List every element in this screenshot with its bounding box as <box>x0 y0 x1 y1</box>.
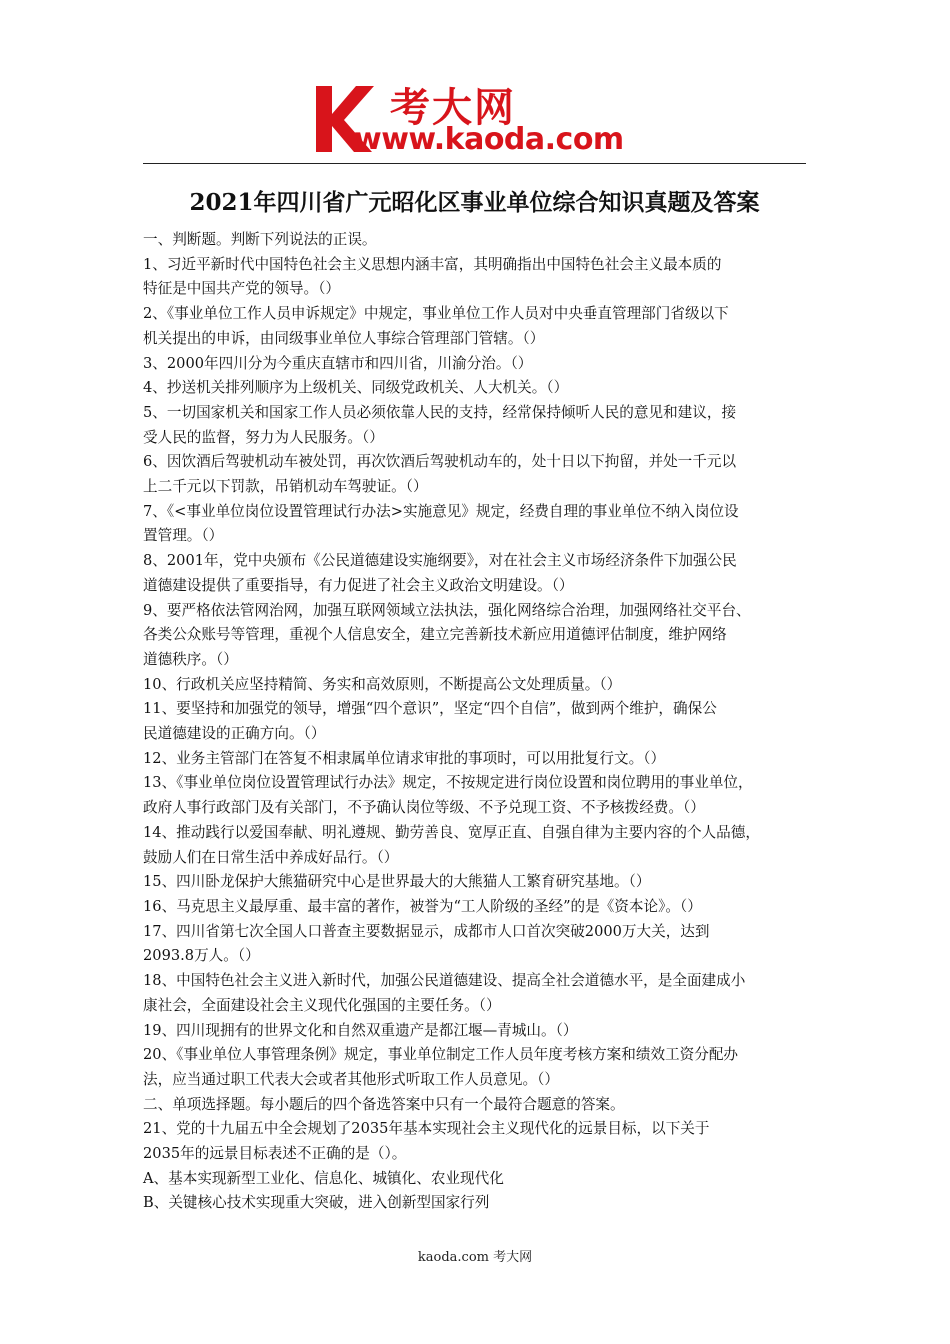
text-line: 7、《<事业单位岗位设置管理试行办法>实施意见》规定，经费自理的事业单位不纳入岗位设 <box>143 502 739 520</box>
text-line: 10、行政机关应坚持精简、务实和高效原则，不断提高公文处理质量。（） <box>143 675 622 693</box>
text-line: 14、推动践行以爱国奉献、明礼遵规、勤劳善良、宽厚正直、自强自律为主要内容的个人品德， <box>143 823 760 841</box>
text-line: 政府人事行政部门及有关部门，不予确认岗位等级、不予兑现工资、不予核拨经费。（） <box>143 799 705 817</box>
logo-url-text: www.kaoda.com <box>354 122 624 157</box>
text-line: 2035年的远景目标表述不正确的是（）。 <box>143 1145 407 1163</box>
text-line: 15、四川卧龙保护大熊猫研究中心是世界最大的大熊猫人工繁育研究基地。（） <box>143 873 651 891</box>
text-line: 康社会，全面建设社会主义现代化强国的主要任务。（） <box>143 996 501 1014</box>
text-line: 2、《事业单位工作人员申诉规定》中规定，事业单位工作人员对中央垂直管理部门省级以下 <box>143 305 729 323</box>
text-line: 18、中国特色社会主义进入新时代，加强公民道德建设、提高全社会道德水平，是全面建成小 <box>143 972 746 990</box>
text-line: 9、要严格依法管网治网，加强互联网领域立法执法，强化网络综合治理，加强网络社交平台、 <box>143 601 751 619</box>
text-line: 特征是中国共产党的领导。（） <box>143 280 341 298</box>
text-line: 16、马克思主义最厚重、最丰富的著作，被誉为“工人阶级的圣经”的是《资本论》。（） <box>143 897 702 915</box>
text-line: 鼓励人们在日常生活中养成好品行。（） <box>143 848 399 866</box>
text-line: 12、业务主管部门在答复不相隶属单位请求审批的事项时，可以用批复行文。（） <box>143 749 666 767</box>
document-body <box>143 228 813 1216</box>
text-line: 8、2001年，党中央颁布《公民道德建设实施纲要》，对在社会主义市场经济条件下加强公民 <box>143 552 737 570</box>
text-line: 上二千元以下罚款，吊销机动车驾驶证。（） <box>143 478 428 496</box>
logo-brand-text: 考大网 <box>390 85 516 131</box>
text-line: 2093.8万人。（） <box>143 947 260 965</box>
text-line: 置管理。（） <box>143 527 224 545</box>
page-title: 2021年四川省广元昭化区事业单位综合知识真题及答案 <box>189 189 760 216</box>
text-line: 1、习近平新时代中国特色社会主义思想内涵丰富，其明确指出中国特色社会主义最本质的 <box>143 255 722 273</box>
text-line: 一、判断题。判断下列说法的正误。 <box>143 231 377 248</box>
text-line: 道德建设提供了重要指导，有力促进了社会主义政治文明建设。（） <box>143 576 574 594</box>
text-line: 17、四川省第七次全国人口普查主要数据显示，成都市人口首次突破2000万大关，达到 <box>143 922 710 940</box>
text-line: 19、四川现拥有的世界文化和自然双重遗产是都江堰—青城山。（） <box>143 1021 578 1039</box>
kaoda-logo[interactable] <box>310 78 650 158</box>
text-line: B、关键核心技术实现重大突破，进入创新型国家行列 <box>143 1194 490 1212</box>
text-line: 3、2000年四川分为今重庆直辖市和四川省，川渝分治。（） <box>143 354 533 372</box>
text-line: 机关提出的申诉，由同级事业单位人事综合管理部门管辖。（） <box>143 329 545 347</box>
text-line: 6、因饮酒后驾驶机动车被处罚，再次饮酒后驾驶机动车的，处十日以下拘留，并处一千元以 <box>143 453 737 471</box>
text-line: 11、要坚持和加强党的领导，增强“四个意识”，坚定“四个自信”，做到两个维护，确保公 <box>143 700 717 718</box>
text-line: 道德秩序。（） <box>143 650 238 668</box>
page-footer: kaoda.com 考大网 <box>417 1250 533 1265</box>
text-line: 5、一切国家机关和国家工作人员必须依靠人民的支持，经常保持倾听人民的意见和建议，接 <box>143 403 737 421</box>
text-line: 4、抄送机关排列顺序为上级机关、同级党政机关、人大机关。（） <box>143 379 569 397</box>
text-line: 法，应当通过职工代表大会或者其他形式听取工作人员意见。（） <box>143 1070 559 1088</box>
header-divider <box>143 163 806 164</box>
text-line: 13、《事业单位岗位设置管理试行办法》规定，不按规定进行岗位设置和岗位聘用的事业单位， <box>143 774 753 792</box>
text-line: A、基本实现新型工业化、信息化、城镇化、农业现代化 <box>143 1169 504 1187</box>
text-line: 各类公众账号等管理，重视个人信息安全，建立完善新技术新应用道德评估制度，维护网络 <box>143 626 727 644</box>
text-line: 20、《事业单位人事管理条例》规定，事业单位制定工作人员年度考核方案和绩效工资分配办 <box>143 1046 739 1064</box>
text-line: 民道德建设的正确方向。（） <box>143 725 326 743</box>
text-line: 21、党的十九届五中全会规划了2035年基本实现社会主义现代化的远景目标，以下关于 <box>143 1120 710 1138</box>
text-line: 二、单项选择题。每小题后的四个备选答案中只有一个最符合题意的答案。 <box>143 1095 625 1113</box>
text-line: 受人民的监督，努力为人民服务。（） <box>143 428 384 446</box>
